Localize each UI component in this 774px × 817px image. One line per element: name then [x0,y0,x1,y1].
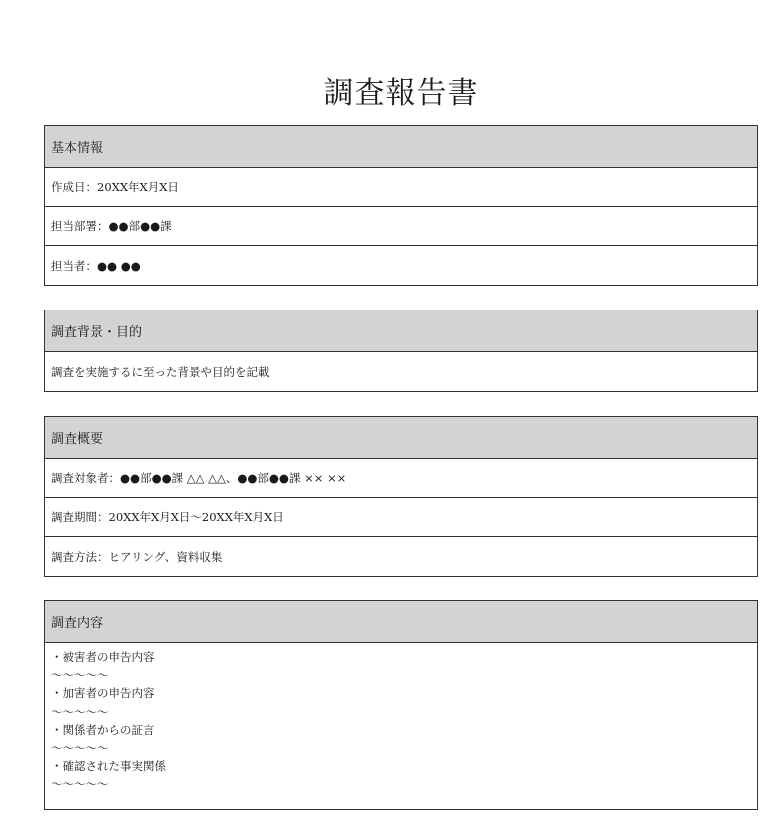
investigation-period-row: 調査期間：20XX年X月X日～20XX年X月X日 [45,498,757,537]
confirmed-facts-label: ・確認された事実関係 [51,759,166,774]
document-title: 調査報告書 [323,76,479,111]
confirmed-facts-placeholder: ～～～～～ [51,777,109,792]
victim-statement-placeholder: ～～～～～ [51,668,109,683]
investigation-method-row: 調査方法：ヒアリング、資料収集 [51,549,223,564]
background-purpose-header: 調査背景・目的 [45,310,757,352]
investigation-subjects-row: 調査対象者：●●部●●課 △△ △△、●●部●●課 ×× ×× [45,459,757,498]
investigation-content-header: 調査内容 [45,601,757,643]
witness-testimony-placeholder: ～～～～～ [51,741,109,756]
department-row: 担当部署：●●部●●課 [45,207,757,246]
perpetrator-statement-placeholder: ～～～～～ [51,704,109,719]
basic-info-header: 基本情報 [45,126,757,168]
background-purpose-row: 調査を実施するに至った背景や目的を記載 [51,364,270,379]
background-purpose-section [44,310,758,392]
created-date-row: 作成日：20XX年X月X日 [45,168,757,207]
investigation-content-section [44,600,758,810]
basic-info-section [44,125,758,286]
investigation-overview-header: 調査概要 [45,417,757,459]
witness-testimony-label: ・関係者からの証言 [51,722,155,737]
investigation-overview-section [44,416,758,577]
perpetrator-statement-label: ・加害者の申告内容 [51,686,155,701]
person-in-charge-row: 担当者：●● ●● [51,258,141,273]
investigation-content-body [45,643,757,809]
victim-statement-label: ・被害者の申告内容 [51,650,155,664]
